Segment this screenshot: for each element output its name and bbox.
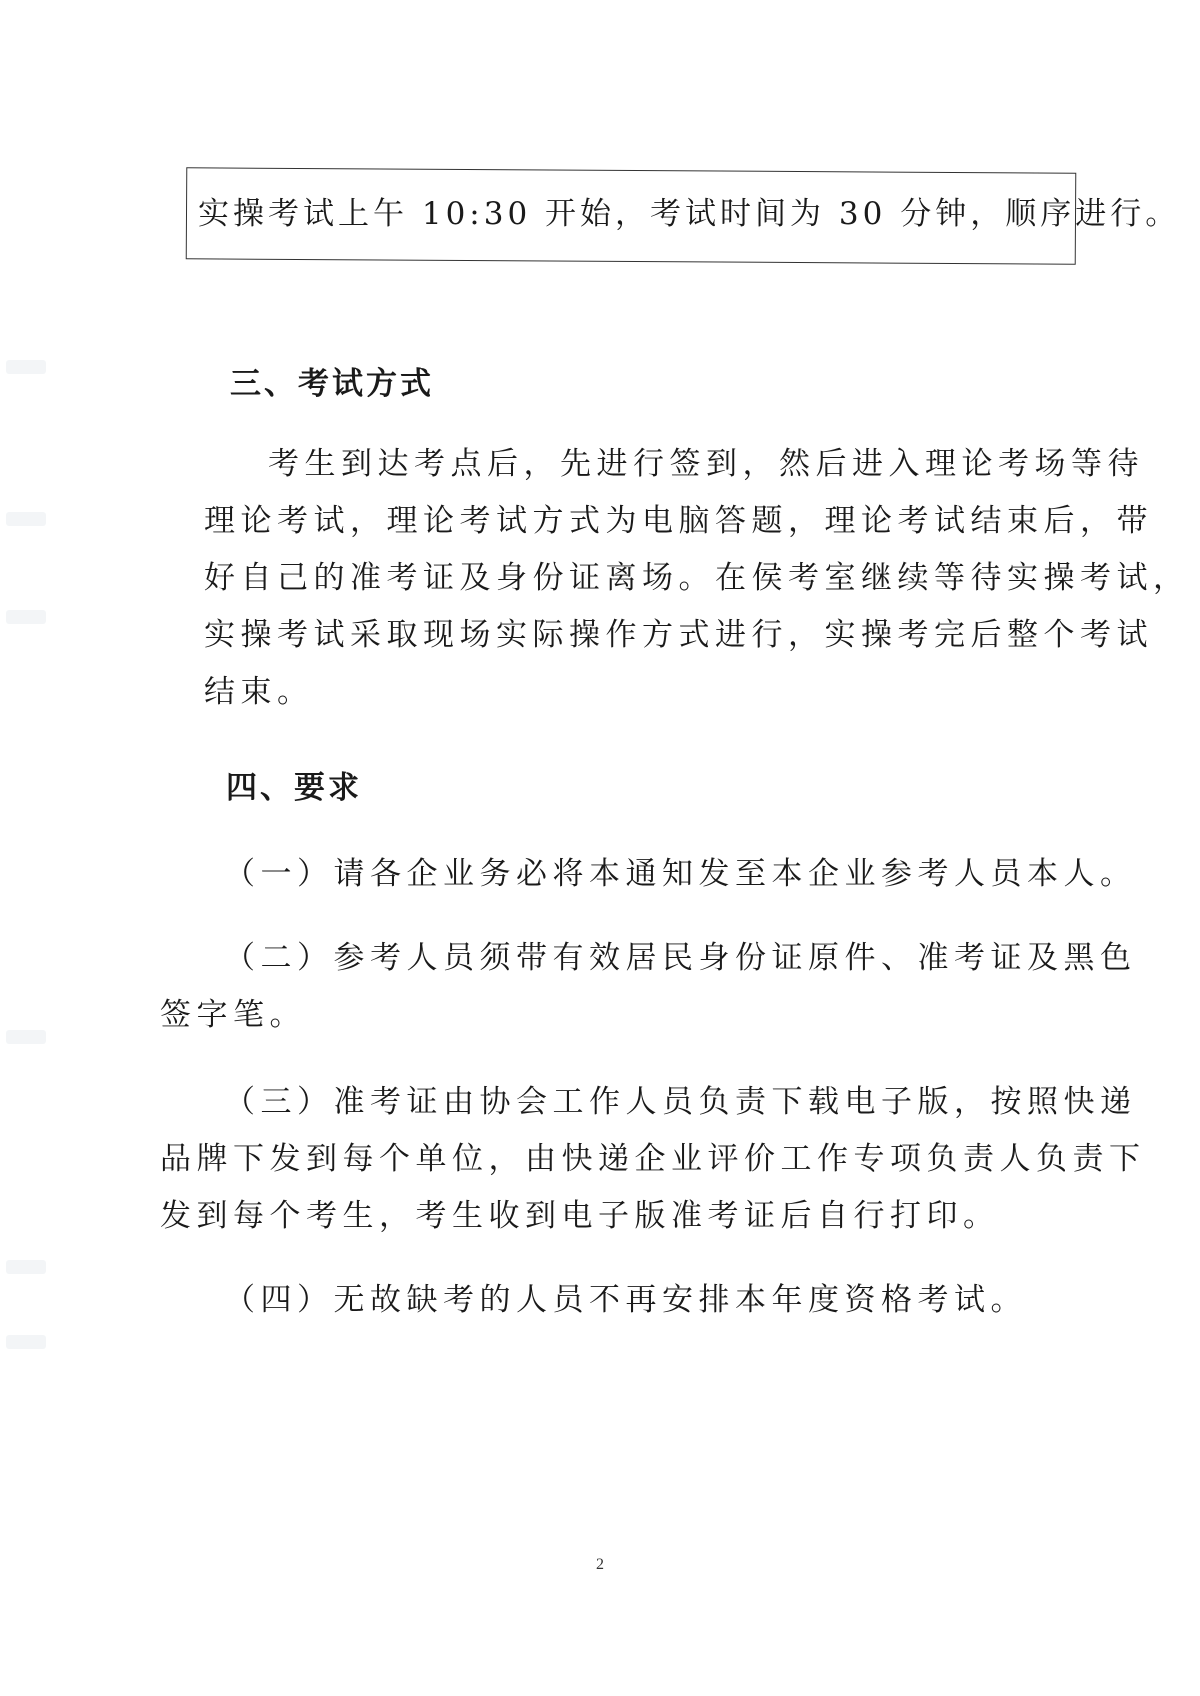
- boxed-note: 实操考试上午 10:30 开始，考试时间为 30 分钟，顺序进行。: [198, 196, 1181, 232]
- scan-artifact: [6, 1335, 46, 1349]
- scan-artifact: [6, 1030, 46, 1044]
- paragraph-line: 考生到达考点后，先进行签到，然后进入理论考场等待: [268, 446, 1144, 482]
- paragraph-line: 实操考试采取现场实际操作方式进行，实操考完后整个考试: [204, 617, 1153, 653]
- requirement-item-1: [160, 846, 1137, 903]
- scan-artifact: [6, 512, 46, 526]
- page-number: 2: [596, 1556, 604, 1573]
- requirement-item-4: [160, 1272, 1027, 1329]
- paragraph-line: （四）无故缺考的人员不再安排本年度资格考试。: [224, 1282, 1027, 1318]
- section4-heading: 四、要求: [226, 770, 362, 806]
- paragraph-line: 签字笔。: [160, 997, 306, 1033]
- requirement-item-3: [160, 1074, 1146, 1245]
- paragraph-line: 好自己的准考证及身份证离场。在侯考室继续等待实操考试，: [204, 560, 1190, 596]
- paragraph-line: （一）请各企业务必将本通知发至本企业参考人员本人。: [224, 856, 1137, 892]
- scan-artifact: [6, 1260, 46, 1274]
- paragraph-line: 品牌下发到每个单位，由快递企业评价工作专项负责人负责下: [160, 1141, 1146, 1177]
- requirement-item-2: [160, 930, 1137, 1044]
- scan-artifact: [6, 610, 46, 624]
- paragraph-line: 发到每个考生，考生收到电子版准考证后自行打印。: [160, 1198, 1000, 1234]
- scan-artifact: [6, 360, 46, 374]
- paragraph-line: （三）准考证由协会工作人员负责下载电子版，按照快递: [224, 1084, 1137, 1120]
- paragraph-line: 结束。: [204, 674, 314, 710]
- section3-paragraph: [204, 436, 1190, 721]
- paragraph-line: 理论考试，理论考试方式为电脑答题，理论考试结束后，带: [204, 503, 1153, 539]
- paragraph-line: （二）参考人员须带有效居民身份证原件、准考证及黑色: [224, 940, 1137, 976]
- section3-heading: 三、考试方式: [230, 366, 434, 402]
